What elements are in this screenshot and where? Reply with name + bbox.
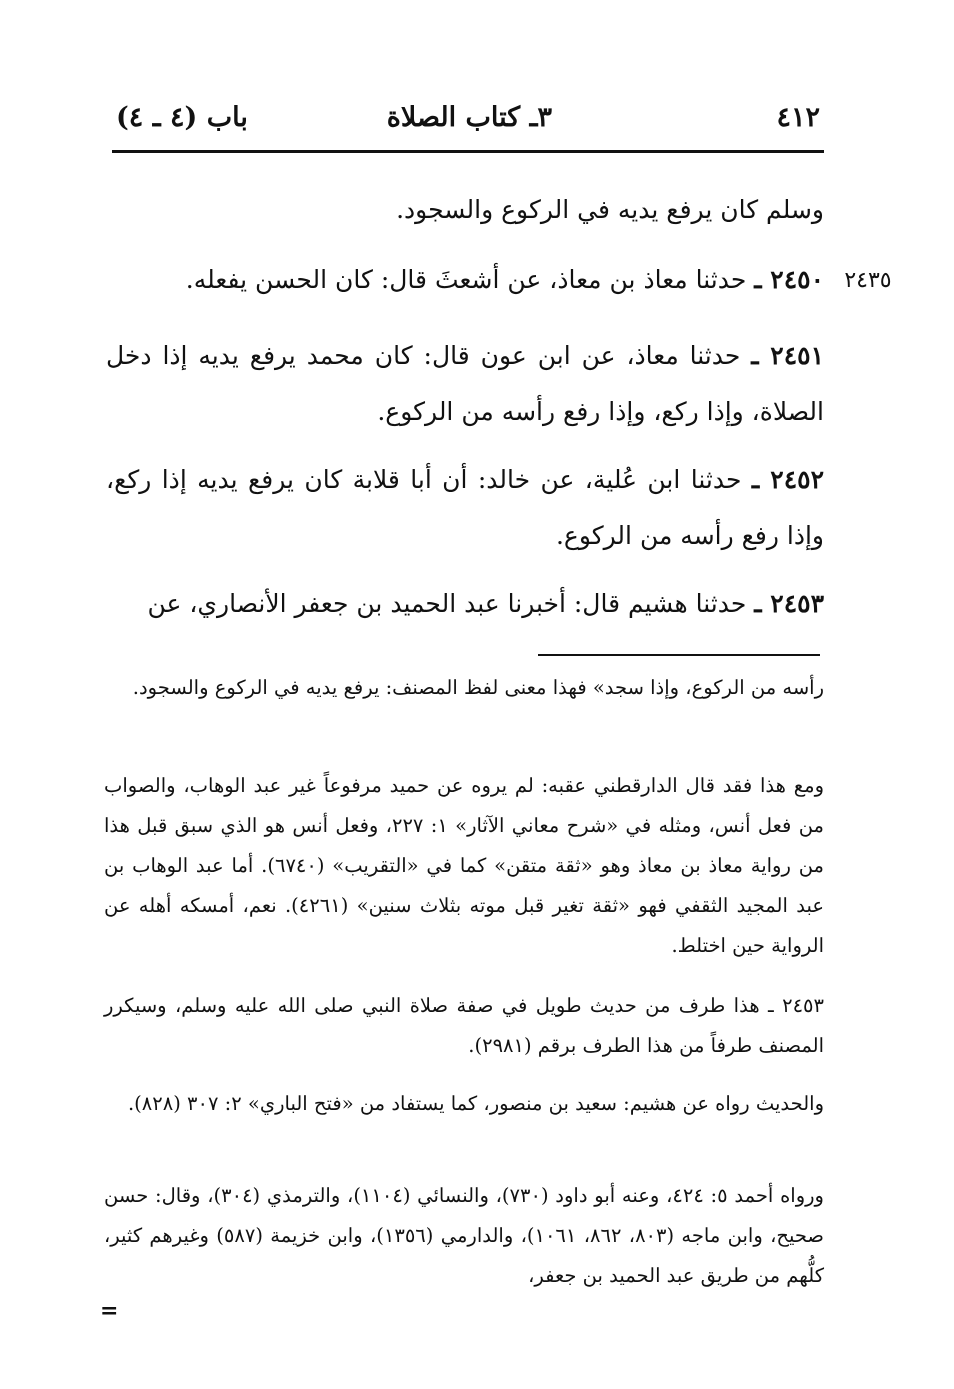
paragraph-text: حدثنا هشيم قال: أخبرنا عبد الحميد بن جعفر الأنصاري، عن	[147, 589, 747, 618]
paragraph-text: حدثنا معاذ بن معاذ، عن أشعثَ قال: كان الحسن يفعله.	[185, 265, 747, 294]
chapter-title: باب (٤ ـ ٤)	[116, 102, 248, 133]
hadith-number: ٢٤٥٣ ـ	[754, 589, 824, 618]
paragraph-text: حدثنا معاذ، عن ابن عون قال: كان محمد يرفع يديه إذا دخل الصلاة، وإذا ركع، وإذا رفع رأسه من الركوع.	[106, 341, 824, 426]
footnote-paragraph: ومع هذا فقد قال الدارقطني عقبه: لم يروه عن حميد مرفوعاً غير عبد الوهاب، والصواب من فعل أنس، ومثله في «شرح معاني الآثار» ١: ٢٢٧، وفعل أنس هو الذي سبق قبل هذا من رواية معاذ بن معاذ وهو «ثقة متقن» كما في «التقريب» (٦٧٤٠). أما عبد الوهاب بن عبد المجيد الثقفي فهو «ثقة تغير قبل موته بثلاث سنين» (٤٢٦١). نعم، أمسكه أهله عن الرواية حين اختلط.	[104, 774, 825, 957]
paragraph-text: حدثنا ابن عُلية، عن خالد: أن أبا قلابة كان يرفع يديه إذا ركع، وإذا رفع رأسه من الركوع.	[106, 465, 824, 550]
header-rule	[112, 150, 824, 153]
hadith-number: ٢٤٥٠ ـ	[754, 265, 824, 294]
footnote-paragraph: والحديث رواه عن هشيم: سعيد بن منصور، كما يستفاد من «فتح الباري» ٢: ٣٠٧ (٨٢٨).	[127, 1092, 824, 1115]
footnote-divider	[538, 654, 820, 656]
hadith-paragraph	[106, 182, 824, 238]
footnote-paragraph: رأسه من الركوع، وإذا سجد» فهذا معنى لفظ المصنف: يرفع يديه في الركوع والسجود.	[132, 676, 824, 699]
hadith-number: ٢٤٥٢ ـ	[751, 465, 824, 494]
paragraph-text: وسلم كان يرفع يديه في الركوع والسجود.	[396, 195, 824, 224]
hadith-paragraph	[106, 576, 824, 632]
book-title: ٣ـ كتاب الصلاة	[386, 102, 552, 133]
margin-number: ٢٤٣٥	[844, 268, 892, 293]
footnote-paragraph: ٢٤٥٣ ـ هذا طرف من حديث طويل في صفة صلاة النبي صلى الله عليه وسلم، وسيكرر المصنف طرفاً من هذا الطرف برقم (٢٩٨١).	[104, 994, 824, 1057]
footnote-paragraph: ورواه أحمد ٥: ٤٢٤، وعنه أبو داود (٧٣٠)، والنسائي (١١٠٤)، والترمذي (٣٠٤)، وقال: حسن صحيح، وابن ماجه (٨٠٣، ٨٦٢، ١٠٦١)، والدارمي (١٣٥٦)، وابن خزيمة (٥٨٧) وغيرهم كثير، كلُّهم من طريق عبد الحميد بن جعفر،	[104, 1184, 824, 1287]
hadith-number: ٢٤٥١ ـ	[751, 341, 825, 370]
hadith-paragraph	[106, 328, 824, 440]
hadith-paragraph	[106, 452, 824, 564]
hadith-paragraph	[106, 252, 824, 308]
page-header	[110, 98, 822, 146]
page-number: ٤١٢	[776, 102, 820, 133]
continuation-mark: =	[100, 1298, 119, 1324]
